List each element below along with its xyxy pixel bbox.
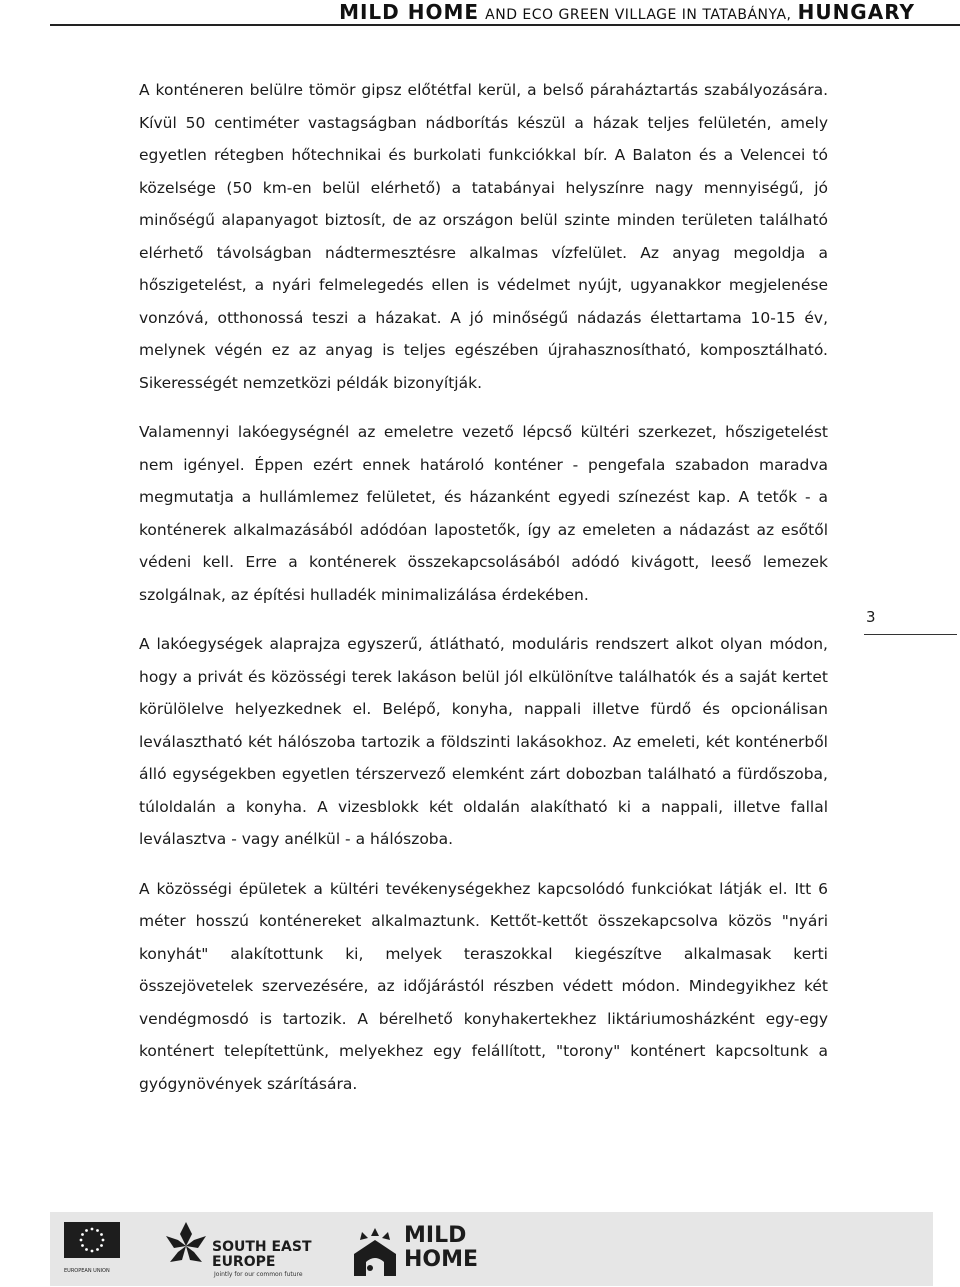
eu-logo xyxy=(64,1222,120,1274)
south-east-europe-logo xyxy=(162,1218,322,1280)
mild-home-house-icon xyxy=(350,1226,400,1282)
page-number-rule xyxy=(864,634,957,635)
see-tagline: Jointly for our common future xyxy=(214,1271,303,1278)
page-number: 3 xyxy=(866,608,876,626)
header-middle: AND ECO GREEN VILLAGE IN TATABÁNYA, xyxy=(485,7,792,23)
body-text xyxy=(139,74,828,1117)
mild-home-logo xyxy=(350,1216,490,1282)
header-title xyxy=(339,0,915,24)
paragraph-3: A lakóegységek alaprajza egyszerű, átlátható, moduláris rendszert alkot olyan módon, hogy a privát és közösségi terek lakáson belül jól elkülönítve találhatók és a saját kertet körülölelve helyezkednek el. Belépő, konyha, nappali illetve fürdő és opcionálisan leválasztható két hálószoba tartozik a földszinti lakásokhoz. Az emeleti, két konténerből álló egységekben egyetlen térszervező elemként zárt dobozban található a fürdőszoba, túloldalán a konyha. A vizesblokk két oldalán alakítható ki a nappali, illetve fallal leválasztva - vagy anélkül - a hálószoba. xyxy=(139,635,828,848)
page-header xyxy=(0,0,960,22)
mild-line2: HOME xyxy=(404,1247,479,1272)
see-flower-icon xyxy=(162,1218,210,1278)
paragraph-4: A közösségi épületek a kültéri tevékenységekhez kapcsolódó funkciókat látják el. Itt 6 méter hosszú konténereket alkalmaztunk. Kettőt-kettőt összekapcsolva közös "nyári konyhát" alakítottunk ki, melyek teraszokkal kiegészítve alkalmasak kerti összejövetelek szervezésére, az időjárástól részben védett módon. Mindegyikhez két vendégmosdó is tartozik. A bérelhető konyhakertekhez liktáriumosházként egy-egy konténert telepítettünk, melyekhez egy felállított, "torony" konténert kapcsoltunk a gyógynövények szárítására. xyxy=(139,879,828,1093)
mild-line1: MILD xyxy=(404,1223,467,1248)
header-brand: MILD HOME xyxy=(339,0,480,24)
eu-label: EUROPEAN UNION xyxy=(64,1268,110,1274)
footer-logos xyxy=(50,1212,933,1286)
see-line1: SOUTH EAST xyxy=(212,1239,312,1255)
see-name xyxy=(212,1240,312,1270)
paragraph-1: A konténeren belülre tömör gipsz előtétfal kerül, a belső páraháztartás szabályozására. Kívül 50 centiméter vastagságban nádborítás készül a házak teljes felületén, amely egyetlen rétegben hőtechnikai és burkolati funkciókkal bír. A Balaton és a Velencei tó közelsége (50 km-en belül elérhető) a tatabányai helyszínre nagy mennyiségű, jó minőségű alapanyagot biztosít, de az országon belül szinte minden területen található elérhető távolságban nádtermesztésre alkalmas vízfelület. Az anyag megoldja a hőszigetelést, a nyári felmelegedés ellen is védelmet nyújt, ugyanakkor megjelenése vonzóvá, otthonossá teszi a házakat. A jó minőségű nádazás élettartama 10-15 év, melynek végén ez az anyag is teljes egészében újrahasznosítható, komposztálható. Sikerességét nemzetközi példák bizonyítják. xyxy=(139,81,828,392)
mild-home-wordmark xyxy=(404,1224,478,1272)
see-line2: EUROPE xyxy=(212,1254,276,1270)
eu-flag-icon xyxy=(64,1222,120,1258)
header-country: HUNGARY xyxy=(797,0,915,24)
header-rule xyxy=(50,24,960,26)
paragraph-2: Valamennyi lakóegységnél az emeletre vezető lépcső kültéri szerkezet, hőszigetelést nem igényel. Éppen ezért ennek határoló konténer - pengefala szabadon maradva megmutatja a hullámlemez felületet, és házanként egyedi színezést kap. A tetők - a konténerek alkalmazásából adódóan lapostetők, így az emeleten a nádazást az esőtől védeni kell. Erre a konténerek összekapcsolásából adódó kivágott, leeső lemezek szolgálnak, az építési hulladék minimalizálása érdekében. xyxy=(139,423,828,604)
